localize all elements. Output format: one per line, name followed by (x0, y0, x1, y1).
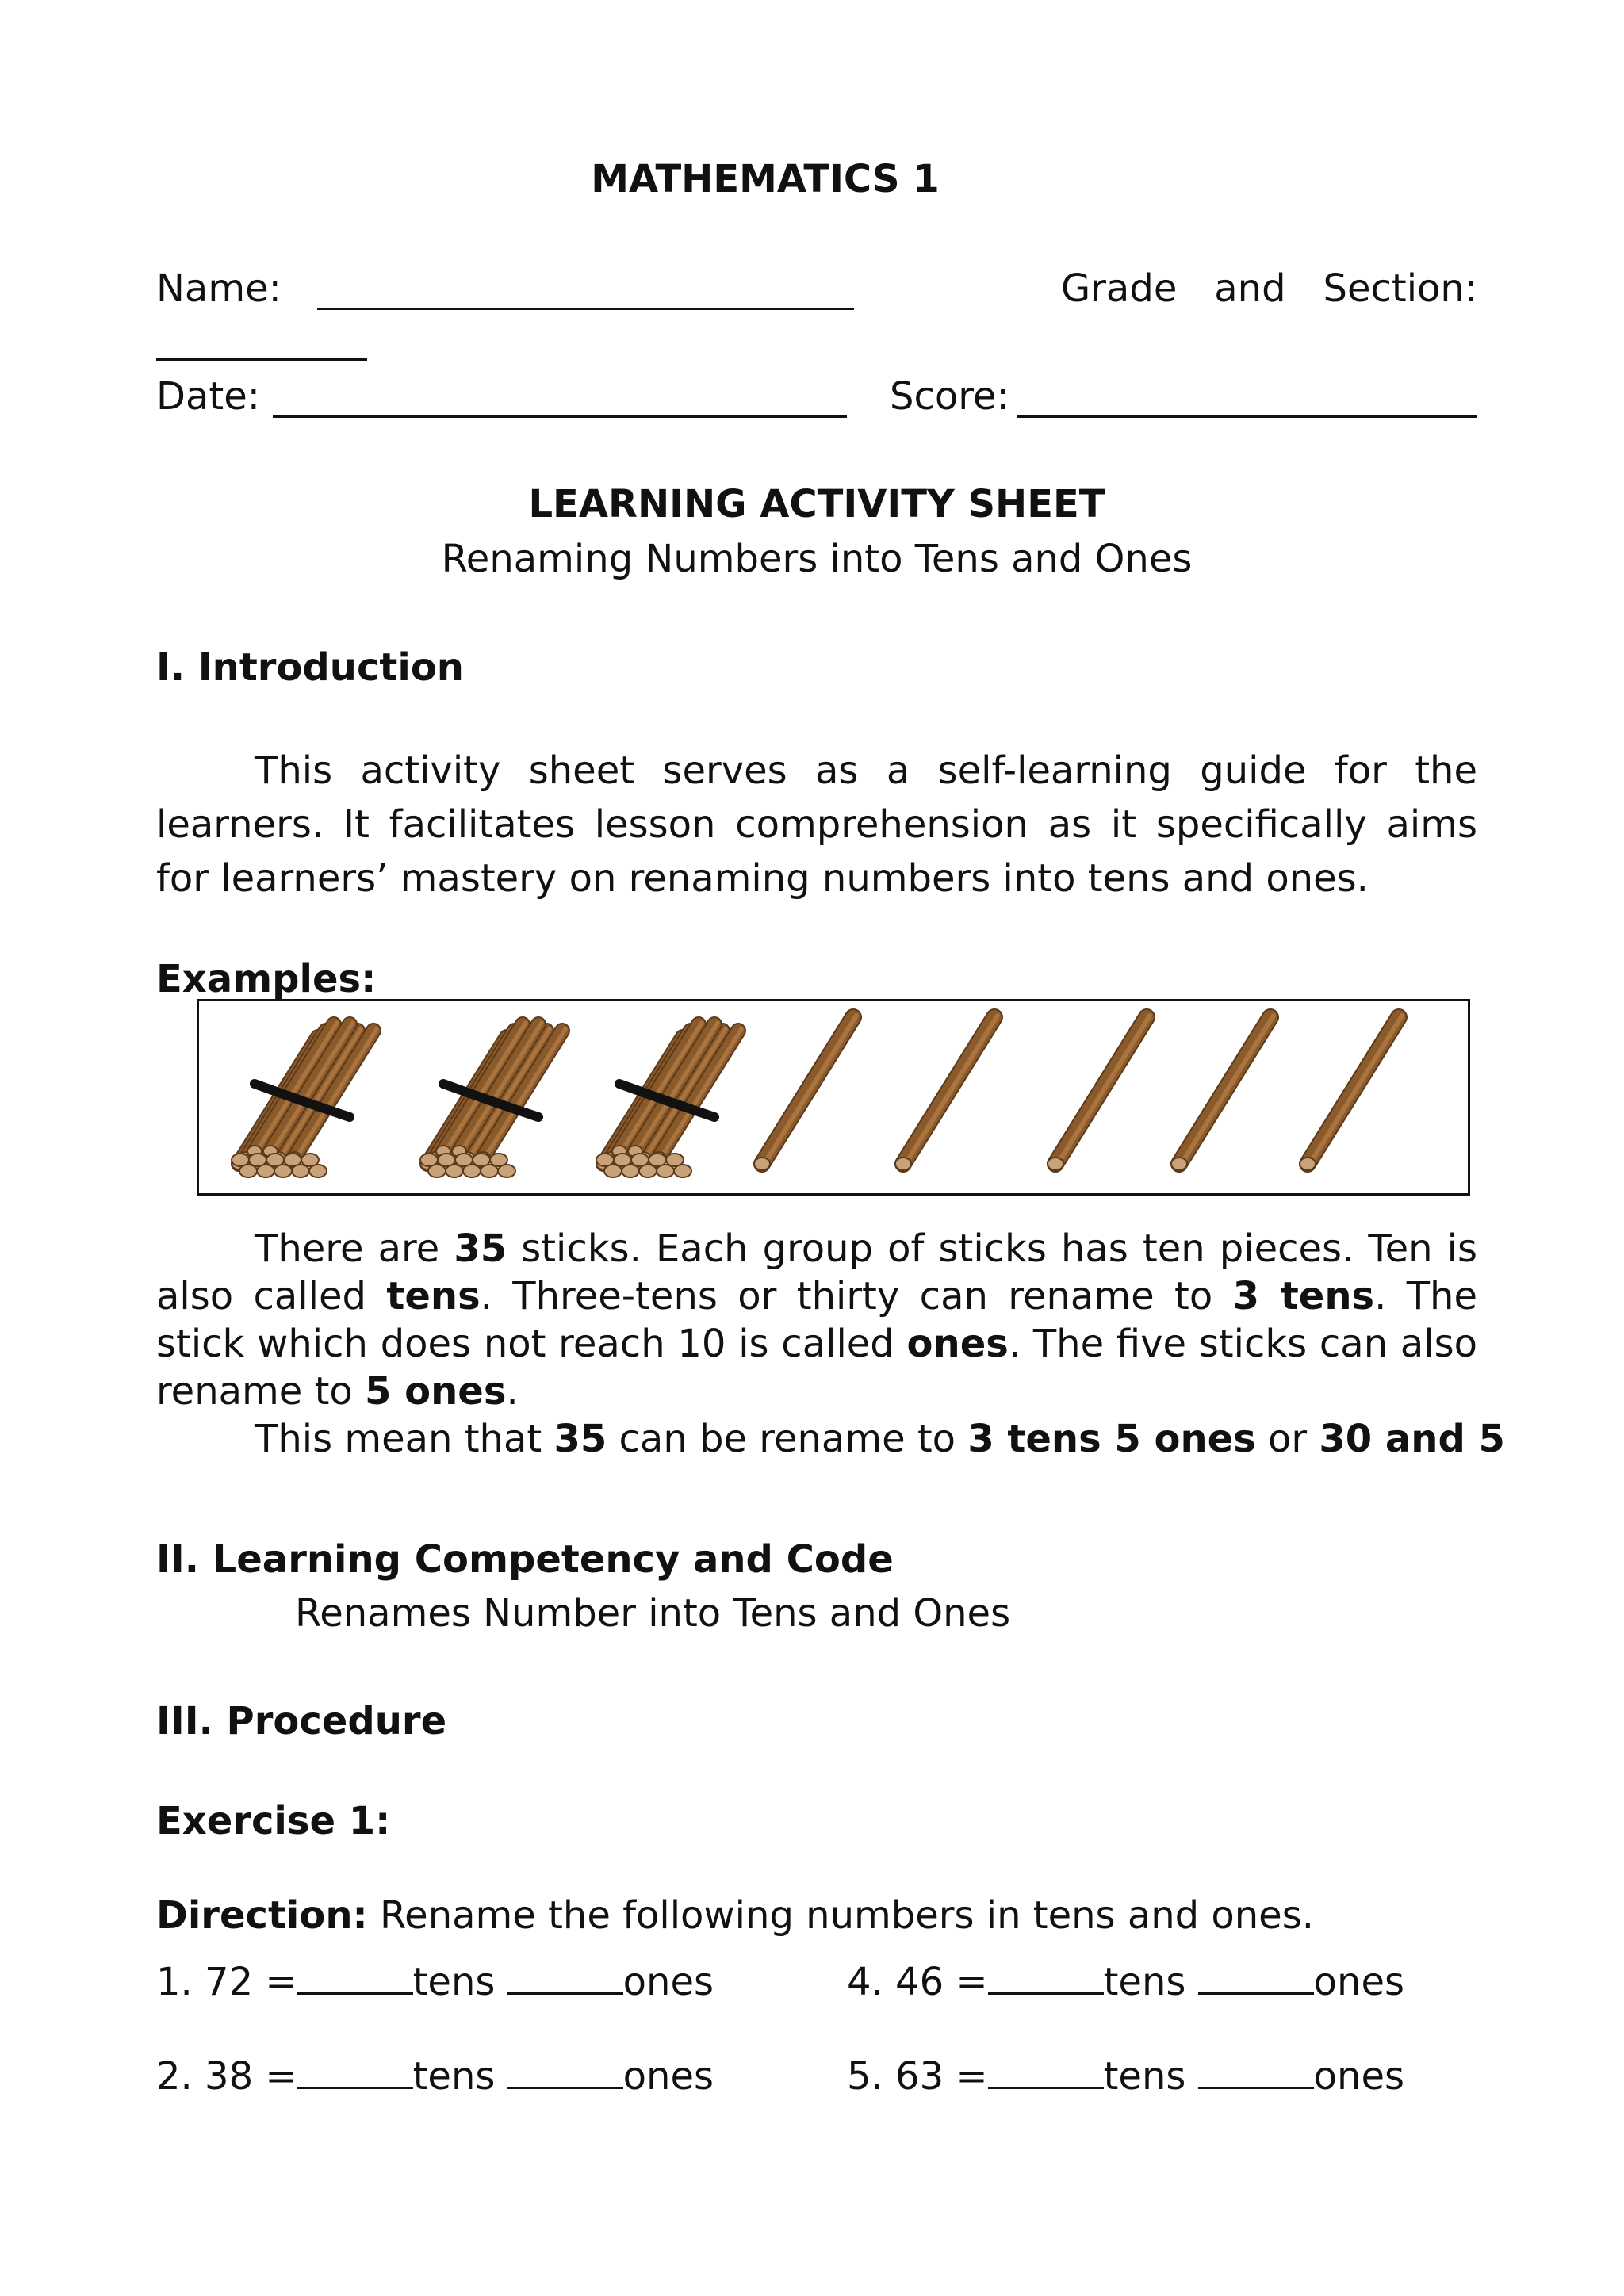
example-bold: ones (906, 1322, 1009, 1366)
bundle-stick-end (639, 1165, 657, 1177)
ones-label: ones (622, 1960, 714, 2004)
bundle-stick-end (274, 1165, 292, 1177)
example-summary (255, 1415, 1505, 1463)
score-label: Score: (890, 374, 1009, 419)
grade-section-field[interactable] (156, 358, 367, 361)
single-stick-end (1048, 1158, 1063, 1170)
bundle-stick-end (498, 1165, 515, 1177)
summary-text: or (1255, 1417, 1320, 1461)
single-stick-highlight (1311, 1016, 1402, 1162)
single-stick-end (754, 1158, 770, 1170)
exercise-item (156, 1957, 714, 2006)
bundle-stick-end (239, 1165, 257, 1177)
exercise-item (847, 1957, 1404, 2006)
single-stick-end (895, 1158, 911, 1170)
single-stick-highlight (1182, 1016, 1274, 1162)
direction-label: Direction: (156, 1893, 368, 1938)
tens-label: tens (1103, 1960, 1186, 2004)
example-bold: tens (386, 1274, 481, 1318)
tens-label: tens (412, 1960, 496, 2004)
bundle-stick-end (292, 1165, 309, 1177)
bundle-stick-end (481, 1165, 498, 1177)
date-field[interactable] (273, 415, 847, 418)
example-explanation (156, 1225, 1477, 1415)
single-stick-end (1300, 1158, 1316, 1170)
single-stick-end (1171, 1158, 1187, 1170)
ones-answer-field[interactable] (508, 1957, 623, 1995)
tens-answer-field[interactable] (988, 1957, 1104, 1995)
example-text: . The five sticks can also rename to (156, 1322, 1478, 1414)
bundle-stick-end (657, 1165, 674, 1177)
tens-label: tens (412, 2054, 496, 2099)
sticks-illustration (197, 999, 1470, 1196)
direction-text: Rename the following numbers in tens and ones. (367, 1893, 1314, 1938)
examples-label: Examples: (156, 957, 377, 1001)
ones-answer-field[interactable] (1198, 2052, 1314, 2089)
page-title: MATHEMATICS 1 (591, 157, 940, 201)
summary-bold: 30 and 5 (1319, 1417, 1505, 1461)
sheet-subtitle: Renaming Numbers into Tens and Ones (441, 537, 1193, 581)
example-text: . (506, 1369, 519, 1414)
item-label: 4. 46 = (847, 1960, 988, 2004)
bundle-stick-end (446, 1165, 463, 1177)
tens-answer-field[interactable] (988, 2052, 1104, 2089)
bundle-stick-end (622, 1165, 639, 1177)
direction (156, 1892, 1314, 1939)
sheet-heading: LEARNING ACTIVITY SHEET (528, 482, 1105, 526)
ones-label: ones (1313, 1960, 1404, 2004)
sticks-drawing (199, 1001, 1468, 1193)
competency-text: Renames Number into Tens and Ones (295, 1591, 1011, 1636)
example-text: . The stick which does not reach 10 is called (156, 1274, 1477, 1366)
example-bold: 35 (454, 1226, 508, 1271)
bundle-stick-end (257, 1165, 274, 1177)
bundle-stick-end (604, 1165, 622, 1177)
introduction-heading: I. Introduction (156, 645, 464, 690)
exercise-heading: Exercise 1: (156, 1799, 391, 1843)
ones-label: ones (622, 2054, 714, 2099)
summary-bold: 35 (553, 1417, 607, 1461)
tens-label: tens (1103, 2054, 1186, 2099)
example-text: There are (255, 1226, 454, 1271)
grade-section-label: Grade and Section: (1061, 266, 1477, 311)
summary-text: This mean that (255, 1417, 554, 1461)
exercise-item (156, 2052, 714, 2100)
ones-label: ones (1313, 2054, 1404, 2099)
item-label: 5. 63 = (847, 2054, 988, 2099)
single-stick-highlight (765, 1016, 856, 1162)
exercise-item (847, 2052, 1404, 2100)
bundle-stick-end (674, 1165, 691, 1177)
single-stick-highlight (1059, 1016, 1150, 1162)
example-text: sticks. Each group of sticks has ten pieces. Ten is also called (156, 1226, 1477, 1318)
score-field[interactable] (1017, 415, 1477, 418)
single-stick-highlight (906, 1016, 998, 1162)
ones-answer-field[interactable] (508, 2052, 623, 2089)
ones-answer-field[interactable] (1198, 1957, 1314, 1995)
date-label: Date: (156, 374, 260, 419)
bundle-stick-end (428, 1165, 446, 1177)
example-bold: 5 ones (365, 1369, 507, 1414)
item-label: 2. 38 = (156, 2054, 297, 2099)
summary-bold: 3 tens 5 ones (967, 1417, 1256, 1461)
item-label: 1. 72 = (156, 1960, 297, 2004)
bundle-stick-end (463, 1165, 481, 1177)
introduction-paragraph: This activity sheet serves as a self-learning guide for the learners. It facilitates lesson comprehension as it specifically aims for learners’ mastery on renaming numbers into tens and ones. (156, 748, 1477, 901)
summary-text: can be rename to (607, 1417, 968, 1461)
name-field[interactable] (317, 308, 854, 310)
bundle-stick-end (309, 1165, 327, 1177)
example-text: . Three-tens or thirty can rename to (480, 1274, 1233, 1318)
tens-answer-field[interactable] (297, 2052, 413, 2089)
competency-heading: II. Learning Competency and Code (156, 1537, 894, 1582)
tens-answer-field[interactable] (297, 1957, 413, 1995)
example-bold: 3 tens (1232, 1274, 1375, 1318)
name-label: Name: (156, 266, 282, 311)
procedure-heading: III. Procedure (156, 1699, 447, 1743)
